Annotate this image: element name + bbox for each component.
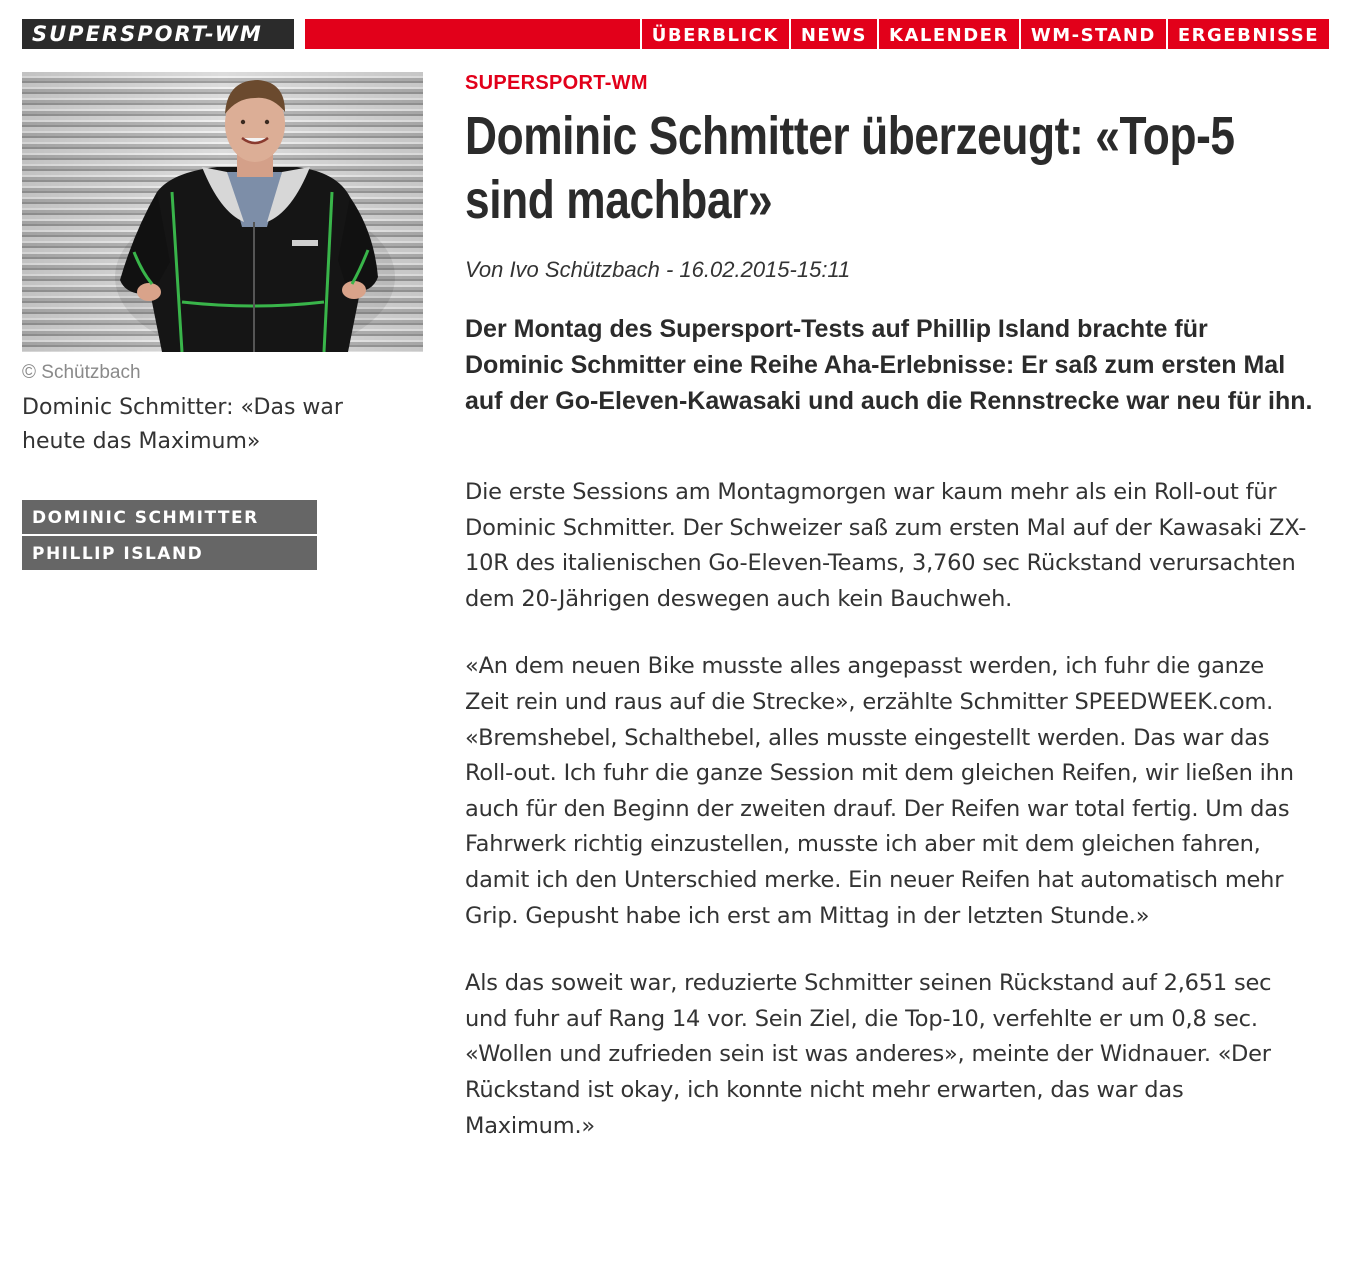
article-kicker[interactable]: SUPERSPORT-WM [465, 72, 648, 94]
nav-item-wm-stand[interactable]: WM-STAND [1019, 19, 1166, 49]
tag-phillip-island[interactable]: PHILLIP ISLAND [22, 536, 317, 570]
section-brand-label[interactable]: SUPERSPORT-WM [22, 19, 294, 49]
section-nav-bar [305, 19, 1329, 49]
article-lead: Der Montag des Supersport-Tests auf Phillip Island brachte für Dominic Schmitter eine Reihe Aha-Erlebnisse: Er saß zum ersten Mal auf der Go-Eleven-Kawasaki und auch die Rennstrecke war neu für ihn. [465, 315, 1313, 415]
article-paragraph: Die erste Sessions am Montagmorgen war kaum mehr als ein Roll-out für Dominic Schmitter. Der Schweizer saß zum ersten Mal auf der Kawasaki ZX-10R des italienischen Go-Eleven-Teams, 3,760 sec Rückstand verursachten dem 20-Jährigen deswegen auch kein Bauchweh. [465, 479, 1307, 612]
article-photo[interactable] [22, 72, 423, 352]
nav-item-ueberblick[interactable]: ÜBERBLICK [640, 19, 789, 49]
article-byline: Von Ivo Schützbach - 16.02.2015-15:11 [465, 257, 851, 282]
section-nav [640, 19, 1329, 49]
nav-item-ergebnisse[interactable]: ERGEBNISSE [1166, 19, 1329, 49]
nav-item-news[interactable]: NEWS [789, 19, 877, 49]
tag-list [22, 500, 317, 572]
photo-copyright: © Schützbach [22, 362, 141, 383]
photo-caption: Dominic Schmitter: «Das war heute das Maximum» [22, 395, 343, 454]
article-body [465, 475, 1313, 1176]
article [465, 70, 1313, 1139]
article-headline: Dominic Schmitter überzeugt: «Top-5 sind machbar» [465, 106, 1235, 230]
article-paragraph: «An dem neuen Bike musste alles angepasst werden, ich fuhr die ganze Zeit rein und raus auf die Strecke», erzählte Schmitter SPEEDWEEK.com. «Bremshebel, Schalthebel, alles musste eingestellt werden. Das war das Roll-out. Ich fuhr die ganze Session mit dem gleichen Reifen, wir ließen ihn auch für den Beginn der zweiten drauf. Der Reifen war total fertig. Um das Fahrwerk richtig einzustellen, musste ich aber mit dem gleichen fahren, damit ich den Unterschied merke. Ein neuer Reifen hat automatisch mehr Grip. Gepusht habe ich erst am Mittag in der letzten Stunde.» [465, 653, 1294, 929]
nav-item-kalender[interactable]: KALENDER [877, 19, 1019, 49]
tag-dominic-schmitter[interactable]: DOMINIC SCHMITTER [22, 500, 317, 534]
article-paragraph: Als das soweit war, reduzierte Schmitter seinen Rückstand auf 2,651 sec und fuhr auf Rang 14 vor. Sein Ziel, die Top-10, verfehlte er um 0,8 sec. «Wollen und zufrieden sein ist was anderes», meinte der Widnauer. «Der Rückstand ist okay, ich konnte nicht mehr erwarten, das war das Maximum.» [465, 970, 1272, 1139]
